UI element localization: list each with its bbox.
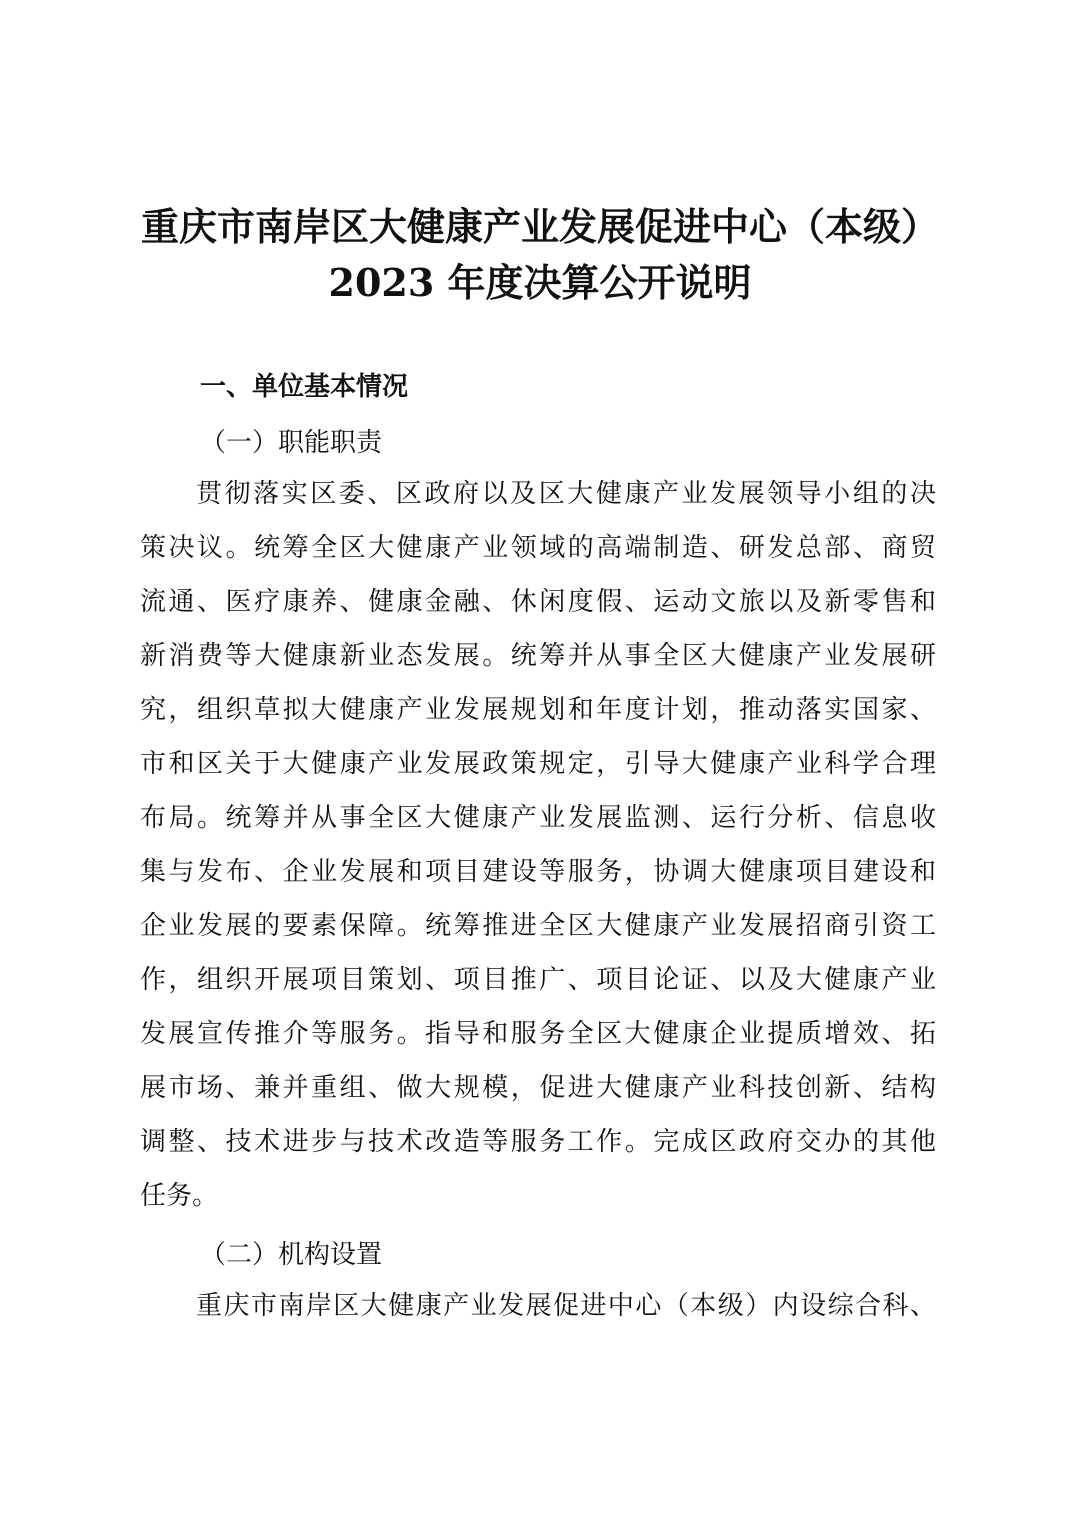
paragraph-line: 究，组织草拟大健康产业发展规划和年度计划，推动落实国家、 xyxy=(140,695,936,725)
paragraph-line: 贯彻落实区委、区政府以及区大健康产业发展领导小组的决 xyxy=(196,479,936,509)
paragraph-line: 企业发展的要素保障。统筹推进全区大健康产业发展招商引资工 xyxy=(140,911,936,941)
document-title-line-1: 重庆市南岸区大健康产业发展促进中心（本级） xyxy=(140,204,939,249)
document-title-line-2: 2023 年度决算公开说明 xyxy=(328,260,752,305)
paragraph-line: 市和区关于大健康产业发展政策规定，引导大健康产业科学合理 xyxy=(140,749,936,779)
section-heading-basic-info: 一、单位基本情况 xyxy=(200,372,409,402)
paragraph-line: 发展宣传推介等服务。指导和服务全区大健康企业提质增效、拓 xyxy=(140,1019,936,1049)
subsection-heading-organization: （二）机构设置 xyxy=(200,1240,383,1270)
paragraph-line: 重庆市南岸区大健康产业发展促进中心（本级）内设综合科、 xyxy=(196,1291,936,1321)
paragraph-line: 展市场、兼并重组、做大规模，促进大健康产业科技创新、结构 xyxy=(140,1073,936,1103)
paragraph-line: 流通、医疗康养、健康金融、休闲度假、运动文旅以及新零售和 xyxy=(140,587,936,617)
paragraph-line: 作，组织开展项目策划、项目推广、项目论证、以及大健康产业 xyxy=(140,965,936,995)
paragraph-line: 调整、技术进步与技术改造等服务工作。完成区政府交办的其他 xyxy=(140,1127,936,1157)
paragraph-line: 策决议。统筹全区大健康产业领域的高端制造、研发总部、商贸 xyxy=(140,533,936,563)
paragraph-line: 集与发布、企业发展和项目建设等服务，协调大健康项目建设和 xyxy=(140,857,936,887)
paragraph-line: 任务。 xyxy=(140,1181,219,1211)
paragraph-line: 布局。统筹并从事全区大健康产业发展监测、运行分析、信息收 xyxy=(140,803,936,833)
subsection-heading-duties: （一）职能职责 xyxy=(200,428,383,458)
paragraph-line: 新消费等大健康新业态发展。统筹并从事全区大健康产业发展研 xyxy=(140,641,936,671)
